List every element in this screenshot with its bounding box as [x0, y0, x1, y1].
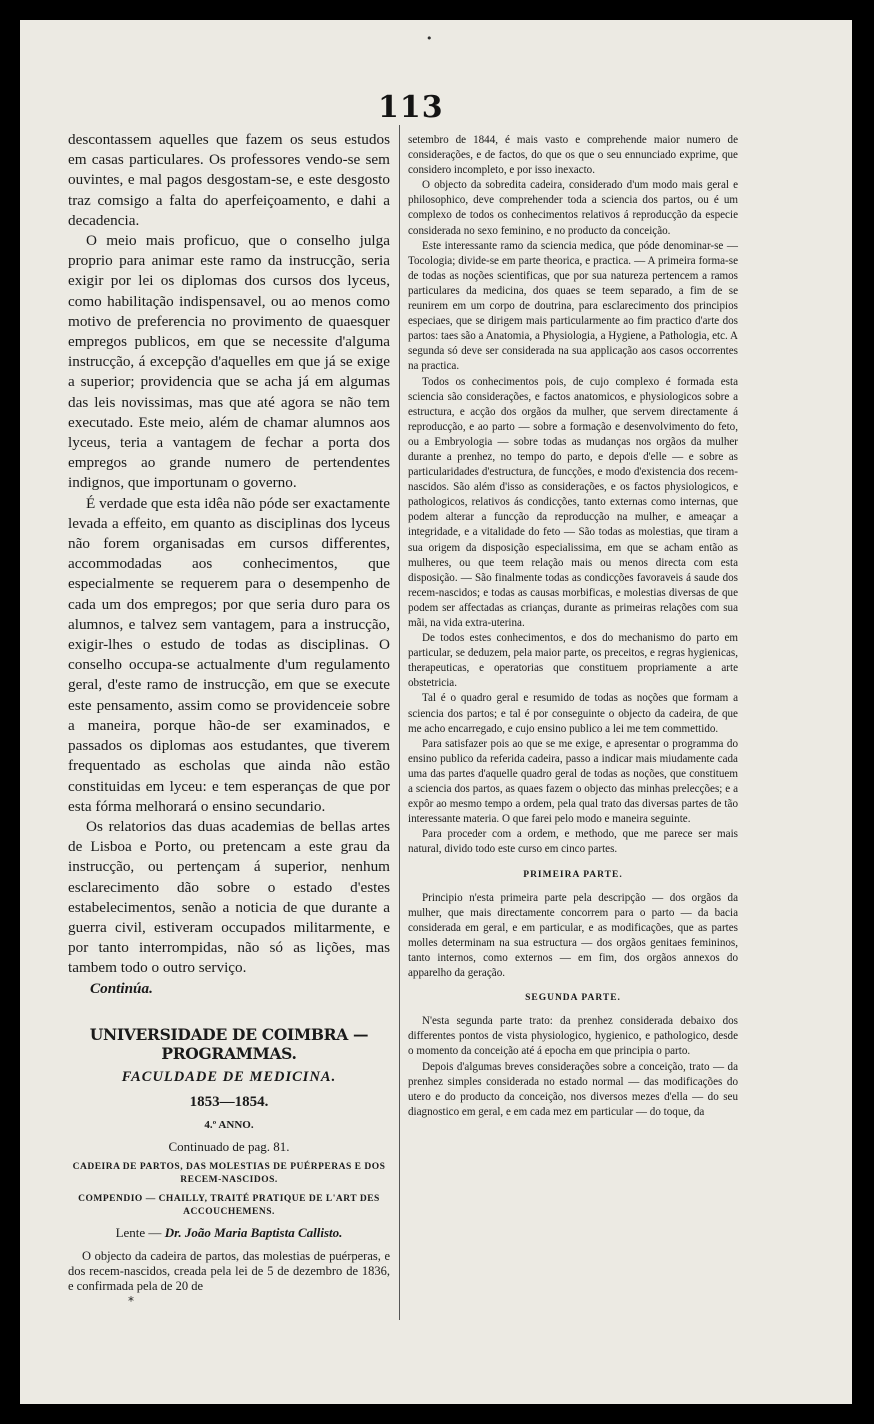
paragraph: N'esta segunda parte trato: da prenhez considerada debaixo dos differentes pontos de vista physiologico, hygienico, e pathologico, desde o momento da conceição até á epocha em que principia o parto. — [408, 1015, 738, 1058]
left-column — [68, 130, 390, 999]
page-number: 113 — [378, 90, 444, 125]
paragraph: Depois d'algumas breves considerações sobre a conceição, trato — da prenhez simples considerada no estado normal — das modificações do utero e do producto da conceição, nos diversos mezes d'ella — do seu diagnostico em geral, e em cada mez em particular — do toque, da — [408, 1060, 738, 1118]
section-heading-primeira: PRIMEIRA PARTE. — [523, 869, 623, 880]
paragraph: setembro de 1844, é mais vasto e comprehende maior numero de considerações, e de factos, do que os que o seu ennunciado exprime, que considero incompleto, e por isso inexacto. — [408, 134, 738, 177]
newspaper-page — [20, 20, 852, 1404]
fleuron-mark: • — [426, 32, 433, 45]
paragraph: Todos os conhecimentos pois, de cujo complexo é formada esta sciencia são considerações, e factos anatomicos, e physiologicos sobre a estructura, e acção dos orgãos da mulher, que servem directamente á reproducção, e ao parto — sobre a formação e desenvolvimento do feto, ou a Embryologia — sobre todas as mudanças nos orgãos da mulher durante a prenhez, no tempo do parto, e depois d'elle — e sobre as particularidades d'estructura, de funcções, e modo d'existencia dos recem-nascidos. São além d'isso as considerações, e os factos physiologicos, e pathologicos, relativos ás condicções, tanto externas como internas, que podem alterar a funcção da reproducção na mulher, e ameaçar a integridade, e a vitalidade do feto — São todas as molestias, que tiram a sua origem da disposição especialissima, em que se acham então as mulheres, ou que teem relação mais ou menos directa com esta disposição. — São finalmente todas as condicções favoraveis á saude dos recem-nascidos; e todas as causas morbificas, e molestias diversas de que podem ser affectadas as crianças, durante as primeiras relações com sua mãi, na vida extra-uterina. — [408, 375, 738, 629]
paragraph: O meio mais proficuo, que o conselho julga proprio para animar este ramo da instrucção, seria exigir por lei os diplomas dos cursos dos lyceus, como habilitação indispensavel, ou ao menos como motivo de preferencia no provimento de quaesquer empregos publicos, em que se necessite d'alguma instrucção, á excepção d'aquelles em que já se exige a superior; providencia que se acha já em algumas das leis novissimas, mas que até agora se não tem executado. Este meio, além de chamar alumnos aos lyceus, teria a vantagem de fechar a porta dos empregos ao grande numero de pertendentes indignos, que importunam o governo. — [68, 232, 390, 492]
continued-note: Continuado de pag. 81. — [168, 1139, 290, 1154]
university-title: UNIVERSIDADE DE COIMBRA — PROGRAMMAS. — [89, 1025, 369, 1063]
continua-note: Continúa. — [90, 979, 153, 997]
faculty-title: FACULDADE DE MEDICINA. — [121, 1069, 337, 1085]
academic-years: 1853—1854. — [189, 1094, 269, 1110]
lente-prefix: Lente — — [115, 1225, 162, 1240]
paragraph: É verdade que esta idêa não póde ser exactamente levada a effeito, em quanto as disciplinas dos lyceus não forem organisadas em cursos differentes, accommodadas aos conhecimentos, que especialmente se requerem para o desempenho de cada um dos empregos; por que seria duro para os alumnos, e talvez sem vantagem, para a instrucção, exigir-lhes o estudo de todas as disciplinas. O conselho occupa-se actualmente d'um regulamento geral, d'este ramo de instrucção, em que se execute este pensamento, assim como se providenceie sobre a maneira, porque hão-de ser examinados, e passados os diplomas aos estudantes, que tiverem frequentado as escholas que ainda não estão constituidas em lyceu: e tem esperanças de que por esta fórma melhorará o ensino secundario. — [68, 494, 390, 815]
paragraph: Para proceder com a ordem, e methodo, que me parece ser mais natural, divido todo este curso em cinco partes. — [408, 828, 738, 856]
university-program-section — [68, 1025, 390, 1294]
paragraph: Para satisfazer pois ao que se me exige, e apresentar o programma do ensino publico da referida cadeira, passo a indicar mais miudamente cada uma das partes d'aquelle quadro geral de todas as noções, que constituem a sciencia dos partos, as quaes fazem o objecto das minhas prelecções; e a expôr ao mesmo tempo a ordem, pela qual trato das diversas partes de tão interessante materia. O que farei pelo modo e maneira seguinte. — [408, 737, 738, 826]
paragraph: Principio n'esta primeira parte pela descripção — dos orgãos da mulher, que mais directamente concorrem para o parto — da bacia considerada em geral, e em particular, e as modificações, que as partes molles determinam na sua estructura — dos orgãos genitaes femininos, tanto internos, como externos — em fim, dos orgãos annexos do apparelho da geração. — [408, 891, 738, 980]
column-divider — [399, 125, 400, 1320]
lente-line — [68, 1225, 390, 1241]
year-label: 4.º ANNO. — [204, 1119, 254, 1131]
footnote-star: * — [128, 1294, 134, 1308]
paragraph: Este interessante ramo da sciencia medica, que póde denominar-se — Tocologia; divide-se em parte theorica, e practica. — A primeira forma-se de todas as noções scientificas, que por sua natureza pertencem a ramos particulares da medicina, dos quaes se teem separado, a fim de se reunirem em um corpo de doutrina, para esclarecimento dos principios especiaes, que se dirigem mais particularmente ao fim practico d'arte dos partos: taes são a Anatomia, a Physiologia, a Hygiene, a Pathologia, etc. A segunda só deve ser considerada na sua applicação aos casos occorrentes na practica. — [408, 239, 738, 373]
paragraph: O objecto da sobredita cadeira, considerado d'um modo mais geral e philosophico, deve comprehender toda a sciencia dos partos, ou é um complexo de todos os conhecimentos relativos á reproducção da especie considerada no sexo feminino, e no producto da conceição. — [408, 179, 738, 237]
lente-name: Dr. João Maria Baptista Callisto. — [164, 1225, 343, 1240]
paragraph: De todos estes conhecimentos, e dos do mechanismo do parto em particular, se deduzem, pela maior parte, os preceitos, e regras hygienicas, therapeuticas, e operatorias que constituem propriamente a arte obstetricia. — [408, 632, 738, 690]
right-column — [408, 133, 738, 1120]
chair-title: CADEIRA DE PARTOS, DAS MOLESTIAS DE PUÉRPERAS E DOS RECEM-NASCIDOS. — [72, 1162, 386, 1185]
paragraph: descontassem aquelles que fazem os seus estudos em casas particulares. Os professores vendo-se sem ouvintes, e mal pagos desgostam-se, e este desgosto traz comsigo a falta do aperfeiçoamento, e dahi a decadencia. — [68, 131, 390, 229]
paragraph: O objecto da cadeira de partos, das molestias de puérperas, e dos recem-nascidos, creada pela lei de 5 de dezembro de 1836, e confirmada pela de 20 de — [68, 1249, 390, 1293]
compendium-title: COMPENDIO — CHAILLY, TRAITÉ PRATIQUE DE L'ART DES ACCOUCHEMENS. — [78, 1194, 380, 1217]
paragraph: Tal é o quadro geral e resumido de todas as noções que formam a sciencia dos partos; e tal é por conseguinte o objecto da cadeira, de que me acho encarregado, e cujo ensino publico a lei me tem commettido. — [408, 692, 738, 735]
paragraph: Os relatorios das duas academias de bellas artes de Lisboa e Porto, ou pretencam a este grau da instrucção, ou pertençam á superior, nenhum esclarecimento dão sobre o estado d'estes estabelecimentos, senão a noticia de que durante a guerra civil, estiveram occupados militarmente, e por tanto interrompidas, não só as lições, mas tambem todo o outro serviço. — [68, 817, 390, 977]
section-heading-segunda: SEGUNDA PARTE. — [525, 993, 621, 1004]
